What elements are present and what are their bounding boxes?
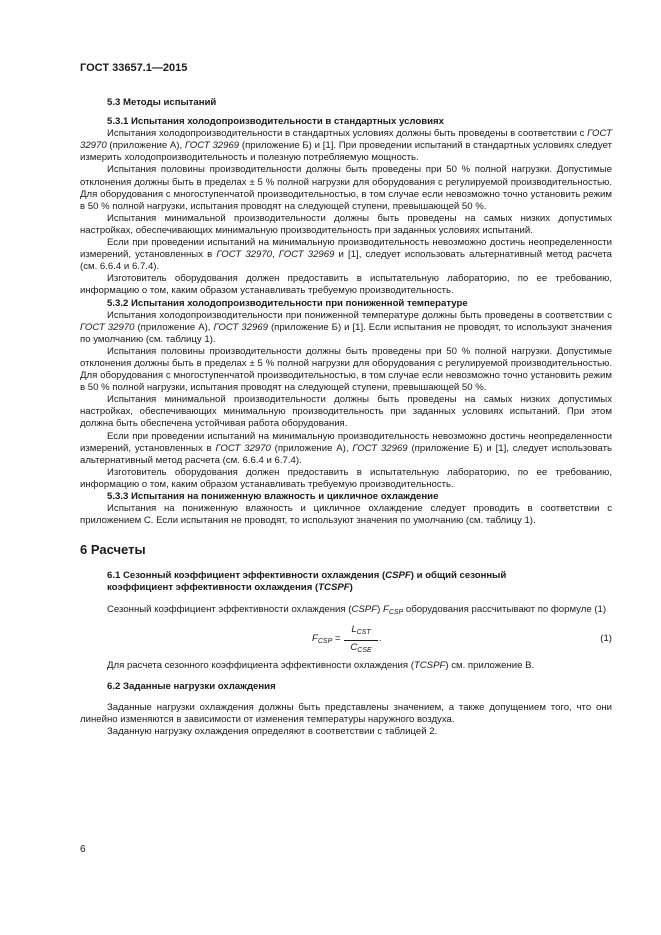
section-6-2-title: 6.2 Заданные нагрузки охлаждения [107,680,276,692]
formula-number: (1) [600,632,612,644]
paragraph: Испытания холодопроизводительности в стандартных условиях должны быть проведены в соответствии с ГОСТ 32970 (приложение А), ГОСТ 32969 (приложение Б) и [1]. При проведении испытаний в стандартных условиях следует измерить холодопроизводительность и полезную потребляемую мощность. [80,128,612,164]
paragraph: Заданную нагрузку охлаждения определяют в соответствии с таблицей 2. [107,726,438,738]
page-number: 6 [80,844,86,855]
paragraph: Для расчета сезонного коэффициента эффективности охлаждения (TCSPF) см. приложение В. [107,659,535,671]
section-5-3-3-title: 5.3.3 Испытания на пониженную влажность и цикличное охлаждение [107,491,439,502]
section-5-3-2-title: 5.3.2 Испытания холодопроизводительности при пониженной температуре [107,297,468,309]
section-6-title: 6 Расчеты [80,542,146,558]
formula-end: . [379,632,382,644]
paragraph: Если при проведении испытаний на минимальную производительность невозможно достичь неопределенности измерений, установленных в ГОСТ 32970, ГОСТ 32969 и [1], следует использовать альтернативный метод расчета (см. 6.6.4 и 6.7.4). [80,237,612,273]
formula-lhs: $F_{CSP}$ = [312,632,341,645]
formula-1 [80,623,612,655]
paragraph: Если при проведении испытаний на минимальную производительность невозможно достичь неопределенности измерений, установленных в ГОСТ 32970 (приложение А), ГОСТ 32969 (приложение Б) и [1], следует использовать альтернативный метод расчета (см. 6.6.4 и 6.7.4). [80,430,612,466]
paragraph: Изготовитель оборудования должен предоставить в испытательную лабораторию, по ее требованию, информацию о том, каким образом устанавливать требуемую производительность. [80,466,612,490]
paragraph: Заданные нагрузки охлаждения должны быть представлены значением, а также допущением того, что они линейно изменяются в зависимости от изменения температуры наружного воздуха. [80,701,612,725]
section-6-1-title: 6.1 Сезонный коэффициент эффективности охлаждения (CSPF) и общий сезонный коэффициент эффективности охлаждения (TCSPF) [107,570,507,594]
document-code-header: ГОСТ 33657.1—2015 [80,62,188,74]
paragraph: Испытания на пониженную влажность и цикличное охлаждение следует проводить в соответствии с приложением С. Если испытания не проводят, то используют значения по умолчанию (см. таблицу 1). [80,503,612,527]
paragraph: Испытания половины производительности должны быть проведены при 50 % полной нагрузки. Допустимые отклонения должны быть в пределах ± 5 % полной нагрузки для оборудования с регулируемой производительностью. Для оборудования с многоступенчатой производительностью, в том случае если невозможно точно установить режим в 50 % полной нагрузки, испытания проводят на следующей ступени, превышающей 50 %. [80,345,612,394]
paragraph: Испытания минимальной производительности должны быть проведены на самых низких допустимых настройках, обеспечивающих минимальную производительность при заданных условиях испытаний. [80,212,612,236]
section-5-3-1-title: 5.3.1 Испытания холодопроизводительности в стандартных условиях [107,116,444,128]
paragraph: Испытания холодопроизводительности при пониженной температуре должны быть проведены в соответствии с ГОСТ 32970 (приложение А), ГОСТ 32969 (приложение Б) и [1]. Если испытания не проводят, то используют значения по умолчанию (см. таблицу 1). [80,309,612,345]
formula-denominator: $C_{CSE}$ [350,641,372,654]
paragraph: Изготовитель оборудования должен предоставить в испытательную лабораторию, по ее требованию, информацию о том, каким образом устанавливать требуемую производительность. [80,273,612,297]
paragraph: Испытания половины производительности должны быть проведены при 50 % полной нагрузки. Допустимые отклонения должны быть в пределах ± 5 % полной нагрузки для оборудования с регулируемой производительностью. Для оборудования с многоступенчатой производительностью, в том случае если невозможно точно установить режим в 50 % полной нагрузки, испытания проводят на следующей ступени, превышающей 50 %. [80,164,612,212]
paragraph: Сезонный коэффициент эффективности охлаждения (CSPF) $F_{CSP}$ оборудования рассчитывают по формуле (1) [107,603,607,616]
formula-fraction [344,624,378,657]
document-body [80,97,612,738]
section-5-3-title: 5.3 Методы испытаний [107,97,217,108]
paragraph: Испытания минимальной производительности должны быть проведены на самых низких допустимых настройках, обеспечивающих минимальную производительность при заданных условиях испытаний. При этом должна быть обеспечена устойчивая работа оборудования. [80,394,612,430]
formula-numerator: $L_{CST}$ [344,624,378,641]
